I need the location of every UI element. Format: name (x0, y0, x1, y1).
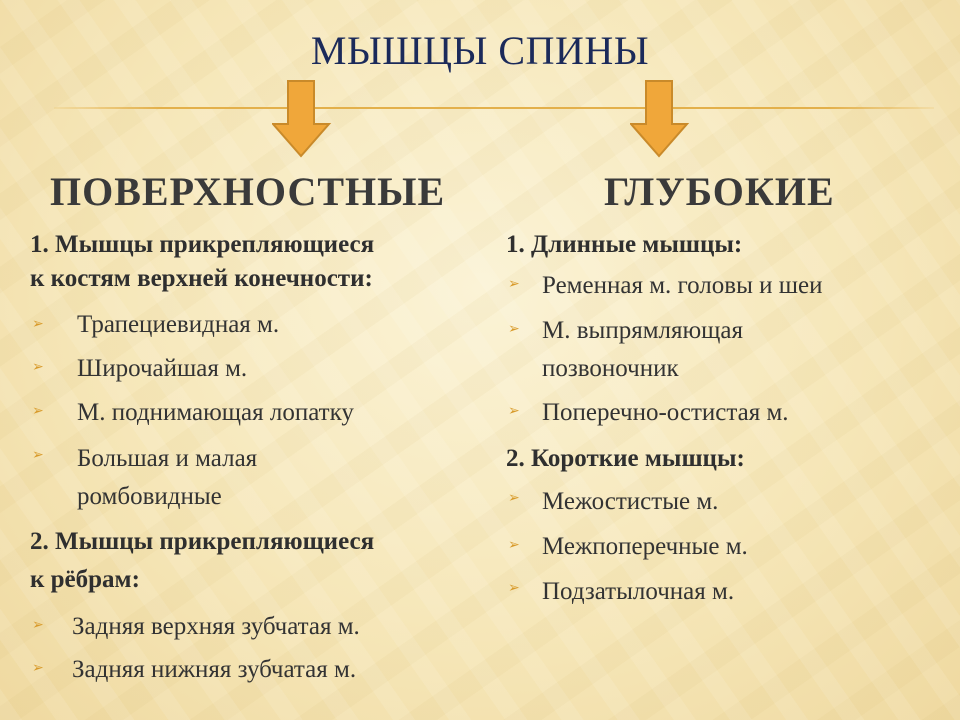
list-item-continuation: ромбовидные (77, 483, 222, 510)
list-item: Подзатылочная м. (542, 578, 735, 605)
title-divider (54, 107, 934, 109)
group-heading-line: к рёбрам: (30, 566, 140, 593)
list-item: Большая и малая (77, 445, 258, 472)
bullet-arrow-icon: ➢ (32, 359, 44, 375)
bullet-arrow-icon: ➢ (32, 660, 44, 676)
list-item: М. выпрямляющая (542, 317, 744, 344)
bullet-arrow-icon: ➢ (32, 617, 44, 633)
list-item: Широчайшая м. (77, 355, 248, 382)
heading-deep: ГЛУБОКИЕ (604, 169, 835, 214)
bullet-arrow-icon: ➢ (32, 403, 44, 419)
bullet-arrow-icon: ➢ (508, 403, 520, 419)
group-heading-line: 2. Короткие мышцы: (506, 445, 745, 472)
bullet-arrow-icon: ➢ (32, 316, 44, 332)
bullet-arrow-icon: ➢ (32, 447, 44, 463)
list-item: Межостистые м. (542, 488, 719, 515)
bullet-arrow-icon: ➢ (508, 580, 520, 596)
list-item: Задняя нижняя зубчатая м. (72, 656, 357, 683)
bullet-arrow-icon: ➢ (508, 321, 520, 337)
list-item: Трапециевидная м. (77, 311, 280, 338)
group-heading-line: 2. Мышцы прикрепляющиеся (30, 528, 375, 555)
group-heading-line: к костям верхней конечности: (30, 265, 373, 292)
bullet-arrow-icon: ➢ (508, 537, 520, 553)
group-heading-line: 1. Длинные мышцы: (506, 231, 743, 258)
list-item: Задняя верхняя зубчатая м. (72, 613, 360, 640)
down-arrow-icon (272, 80, 332, 158)
bullet-arrow-icon: ➢ (508, 490, 520, 506)
group-heading-line: 1. Мышцы прикрепляющиеся (30, 231, 375, 258)
slide-title: МЫШЦЫ СПИНЫ (310, 28, 650, 73)
list-item-continuation: позвоночник (542, 355, 679, 382)
bullet-arrow-icon: ➢ (508, 276, 520, 292)
down-arrow-icon (630, 80, 690, 158)
list-item: Поперечно-остистая м. (542, 399, 789, 426)
list-item: Межпоперечные м. (542, 533, 748, 560)
heading-superficial: ПОВЕРХНОСТНЫЕ (50, 169, 446, 214)
list-item: М. поднимающая лопатку (77, 399, 354, 426)
list-item: Ременная м. головы и шеи (542, 272, 823, 299)
